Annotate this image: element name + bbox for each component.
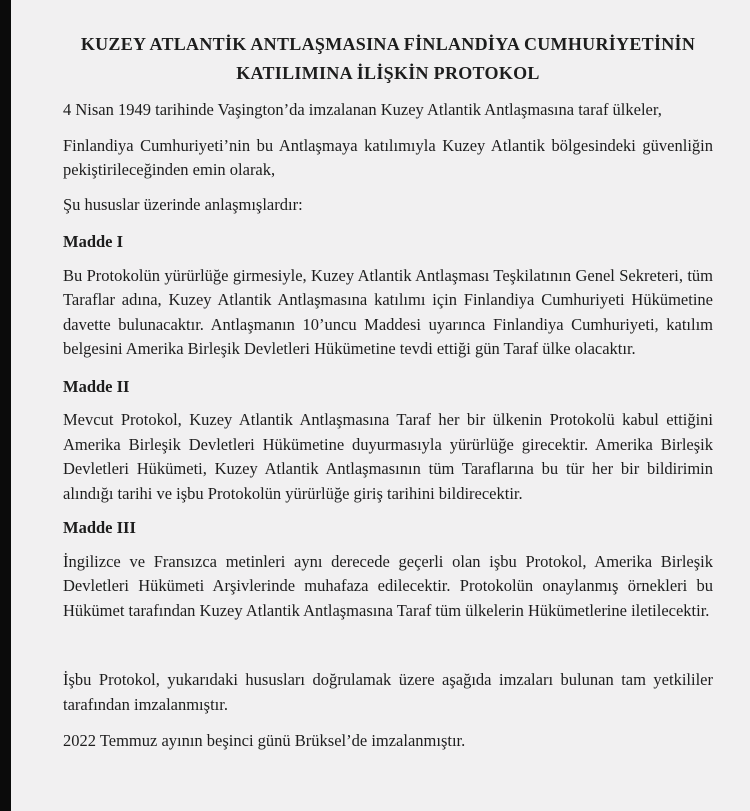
article-2-body: Mevcut Protokol, Kuzey Atlantik Antlaşmasına Taraf her bir ülkenin Protokolü kabul ettiğini Amerika Birleşik Devletleri Hükümetine duyurmasıyla yürürlüğe girecektir. Amerika Birleşik Devletleri Hükümeti, Kuzey Atlantik Antlaşmasının tüm Taraflarına bu tür her bir bildirimin alındığı tarihi ve işbu Protokolün yürürlüğe giriş tarihini bildirecektir. — [63, 410, 713, 503]
date-line: 2022 Temmuz ayının beşinci günü Brüksel’de imzalanmıştır. — [63, 731, 466, 750]
closing-paragraph: İşbu Protokol, yukarıdaki hususları doğrulamak üzere aşağıda imzaları bulunan tam yetkililer tarafından imzalanmıştır. — [63, 670, 713, 714]
article-3-body: İngilizce ve Fransızca metinleri aynı derecede geçerli olan işbu Protokol, Amerika Birleşik Devletleri Hükümeti Arşivlerinde muhafaza edilecektir. Protokolün onaylanmış örnekleri bu Hükümet tarafından Kuzey Atlantik Antlaşmasına Taraf tüm ülkelerin Hükümetlerine iletilecektir. — [63, 551, 713, 620]
article-1-body: Bu Protokolün yürürlüğe girmesiyle, Kuzey Atlantik Antlaşması Teşkilatının Genel Sekreteri, tüm Taraflar adına, Kuzey Atlantik Antlaşmasına katılımı için Finlandiya Cumhuriyeti Hükümetine davette bulunacaktır. Antlaşmanın 10’uncu Maddesi uyarınca Finlandiya Cumhuriyeti, katılım belgesini Amerika Birleşik Devletleri Hükümetine tevdi ettiği gün Taraf ülke olacaktır. — [63, 265, 713, 358]
article-2-heading: Madde II — [63, 376, 130, 396]
document-title-line-2: KATILIMINA İLİŞKİN PROTOKOL — [236, 63, 540, 83]
document-title-line-1: KUZEY ATLANTİK ANTLAŞMASINA FİNLANDİYA CUMHURİYETİNİN — [80, 34, 696, 54]
scan-edge-artifact — [0, 0, 11, 811]
preamble-paragraph-1: 4 Nisan 1949 tarihinde Vaşington’da imzalanan Kuzey Atlantik Antlaşmasına taraf ülkeler, — [63, 100, 662, 119]
article-3-heading: Madde III — [63, 518, 136, 537]
preamble-paragraph-3: Şu hususlar üzerinde anlaşmışlardır: — [63, 194, 303, 214]
article-1-heading: Madde I — [63, 232, 124, 251]
document-content — [63, 30, 713, 754]
preamble-paragraph-2: Finlandiya Cumhuriyeti’nin bu Antlaşmaya katılımıyla Kuzey Atlantik bölgesindeki güvenliğin pekiştirileceğinden emin olarak, — [63, 135, 713, 179]
document-title — [63, 30, 713, 88]
